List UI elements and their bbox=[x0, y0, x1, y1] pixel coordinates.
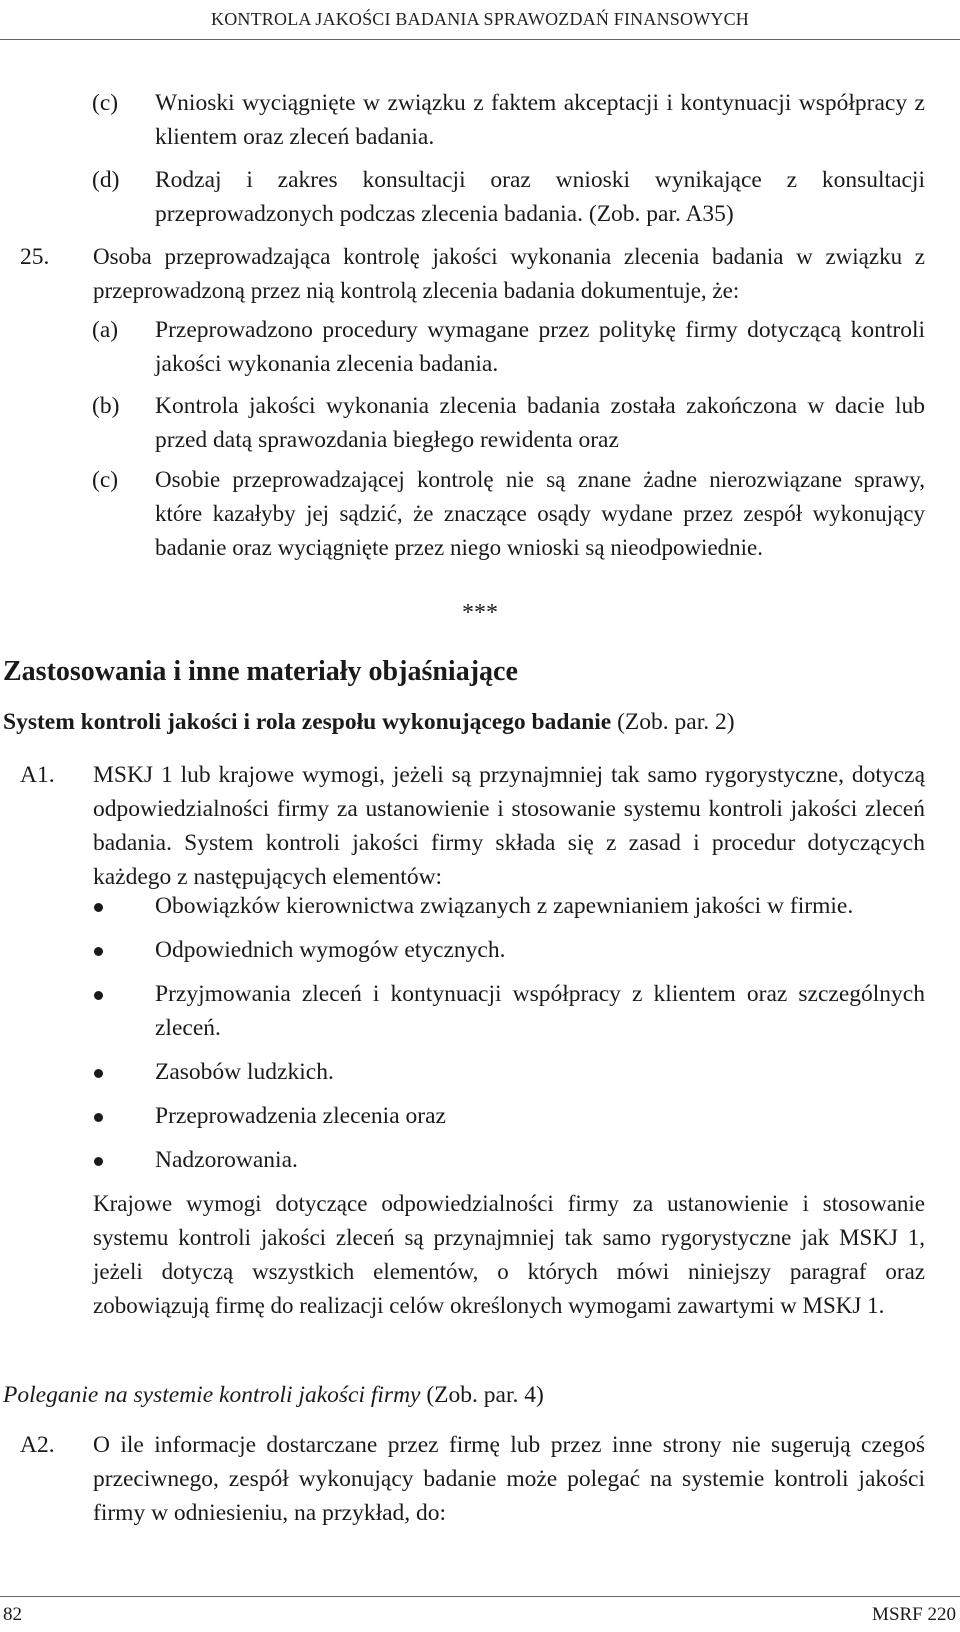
bullet-text: Nadzorowania. bbox=[155, 1147, 298, 1173]
section-separator: *** bbox=[462, 600, 498, 626]
bullet-text: Odpowiednich wymogów etycznych. bbox=[155, 937, 506, 963]
list-item-c-unresolved bbox=[0, 463, 960, 567]
paragraph-a1 bbox=[0, 758, 960, 898]
bullet-item bbox=[0, 977, 960, 1047]
item-text: Rodzaj i zakres konsultacji oraz wnioski wynikające z konsultacji przeprowadzonych podczas zlecenia badania. (Zob. par. A35) bbox=[155, 167, 925, 227]
paragraph-text: MSKJ 1 lub krajowe wymogi, jeżeli są przynajmniej tak samo rygorystyczne, dotyczą odpowiedzialności firmy za ustanowienie i stosowanie systemu kontroli jakości zleceń badania. System kontroli jakości firmy składa się z zasad i procedur dotyczących każdego z następujących elementów: bbox=[93, 762, 925, 890]
paragraph-a1-closing bbox=[0, 1187, 960, 1362]
item-text: Wnioski wyciągnięte w związku z faktem akceptacji i kontynuacji współpracy z klientem oraz zleceń badania. bbox=[155, 90, 925, 150]
bullet-icon bbox=[94, 1157, 103, 1166]
item-label: (a) bbox=[92, 317, 119, 343]
paragraph-text: O ile informacje dostarczane przez firmę lub przez inne strony nie sugerują czegoś przeciwnego, zespół wykonujący badanie może polegać na systemie kontroli jakości firmy w odniesieniu, na przykład, do: bbox=[93, 1432, 925, 1526]
paragraph-number: A1. bbox=[20, 762, 55, 788]
footer-rule bbox=[0, 1596, 960, 1597]
bullet-icon bbox=[94, 1113, 103, 1122]
document-code: MSRF 220 bbox=[872, 1604, 956, 1625]
item-text: Przeprowadzono procedury wymagane przez politykę firmy dotyczącą kontroli jakości wykonania zlecenia badania. bbox=[155, 317, 925, 377]
bullet-text: Przeprowadzenia zlecenia oraz bbox=[155, 1103, 446, 1129]
paragraph-a2 bbox=[0, 1428, 960, 1532]
section-heading: Zastosowania i inne materiały objaśniające bbox=[3, 656, 518, 687]
subheading-title: Poleganie na systemie kontroli jakości firmy bbox=[3, 1382, 421, 1408]
running-header: KONTROLA JAKOŚCI BADANIA SPRAWOZDAŃ FINANSOWYCH bbox=[211, 9, 749, 29]
bullet-item bbox=[0, 1099, 960, 1133]
subheading-reliance bbox=[3, 1378, 544, 1412]
bullet-item bbox=[0, 933, 960, 967]
paragraph-number: 25. bbox=[20, 244, 50, 270]
bullet-text: Przyjmowania zleceń i kontynuacji współpracy z klientem oraz szczególnych zleceń. bbox=[155, 981, 925, 1041]
bullet-icon bbox=[94, 947, 103, 956]
list-item-c-acceptance bbox=[0, 86, 960, 156]
bullet-icon bbox=[94, 991, 103, 1000]
page-number: 82 bbox=[3, 1604, 22, 1625]
subheading-title: System kontroli jakości i rola zespołu wykonującego badanie bbox=[3, 709, 612, 735]
item-label: (d) bbox=[92, 167, 120, 193]
subheading-reference: (Zob. par. 2) bbox=[617, 709, 735, 735]
item-label: (c) bbox=[92, 90, 119, 116]
bullet-text: Zasobów ludzkich. bbox=[155, 1059, 334, 1085]
item-label: (c) bbox=[92, 467, 119, 493]
bullet-item bbox=[0, 1143, 960, 1177]
item-label: (b) bbox=[92, 393, 120, 419]
bullet-text: Obowiązków kierownictwa związanych z zapewnianiem jakości w firmie. bbox=[155, 893, 854, 919]
item-text: Kontrola jakości wykonania zlecenia badania została zakończona w dacie lub przed datą sprawozdania biegłego rewidenta oraz bbox=[155, 393, 925, 453]
paragraph-25 bbox=[0, 240, 960, 310]
list-item-b-completed bbox=[0, 389, 960, 459]
list-item-d-consultations bbox=[0, 163, 960, 233]
paragraph-text: Osoba przeprowadzająca kontrolę jakości wykonania zlecenia badania w związku z przeprowadzoną przez nią kontrolą zlecenia badania dokumentuje, że: bbox=[93, 244, 925, 303]
subheading-quality-system bbox=[3, 705, 735, 739]
item-text: Osobie przeprowadzającej kontrolę nie są znane żadne nierozwiązane sprawy, które kazałyby jej sądzić, że znaczące osądy wydane przez zespół wykonujący badanie oraz wyciągnięte przez niego wnioski są nieodpowiednie. bbox=[155, 467, 925, 560]
bullet-item bbox=[0, 889, 960, 923]
paragraph-number: A2. bbox=[20, 1432, 55, 1458]
bullet-item bbox=[0, 1055, 960, 1089]
list-item-a-procedures bbox=[0, 313, 960, 383]
bullet-icon bbox=[94, 1069, 103, 1078]
header-rule bbox=[0, 39, 960, 40]
bullet-icon bbox=[94, 903, 103, 912]
subheading-reference: (Zob. par. 4) bbox=[426, 1382, 544, 1408]
paragraph-text: Krajowe wymogi dotyczące odpowiedzialności firmy za ustanowienie i stosowanie systemu kontroli jakości zleceń są przynajmniej tak samo rygorystyczne jak MSKJ 1, jeżeli dotyczą wszystkich elementów, o których mówi niniejszy paragraf oraz zobowiązują firmę do realizacji celów określonych wymogami zawartymi w MSKJ 1. bbox=[93, 1191, 925, 1318]
